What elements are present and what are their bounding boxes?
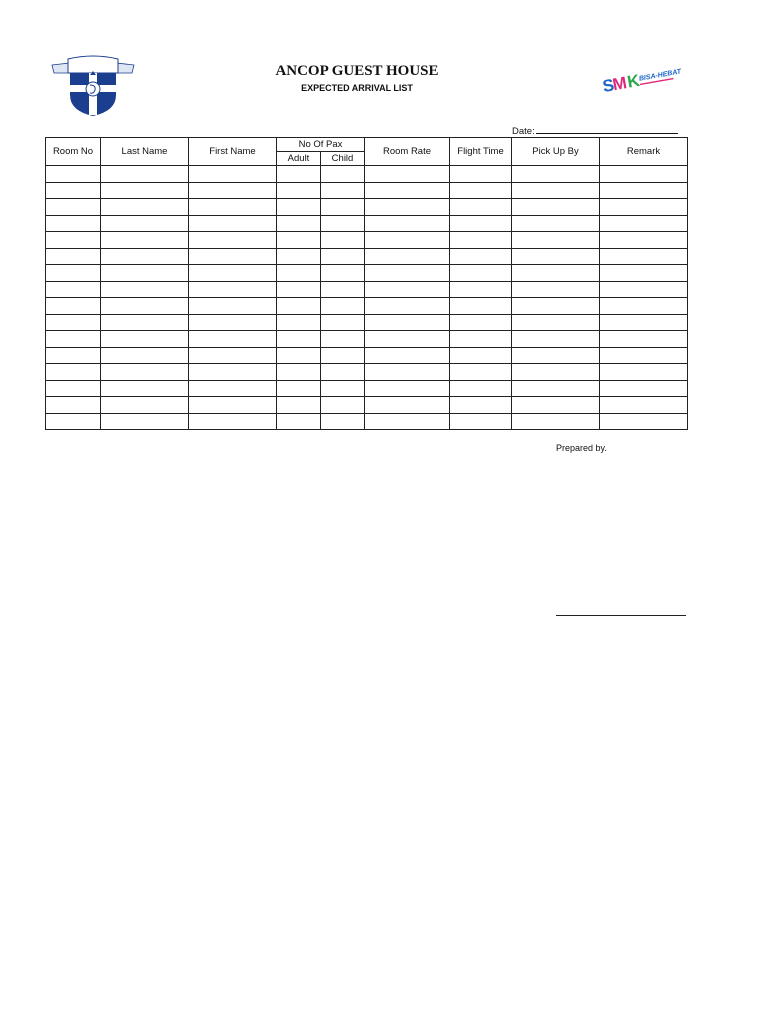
- cell-room-rate[interactable]: [365, 314, 450, 331]
- cell-room-no[interactable]: [46, 314, 101, 331]
- cell-adult[interactable]: [277, 413, 321, 430]
- cell-remark[interactable]: [600, 331, 688, 348]
- cell-child[interactable]: [321, 182, 365, 199]
- cell-adult[interactable]: [277, 331, 321, 348]
- cell-first-name[interactable]: [189, 265, 277, 282]
- cell-adult[interactable]: [277, 314, 321, 331]
- cell-adult[interactable]: [277, 380, 321, 397]
- cell-pick-up-by[interactable]: [512, 364, 600, 381]
- cell-room-rate[interactable]: [365, 232, 450, 249]
- date-label: Date:: [512, 126, 535, 137]
- cell-first-name[interactable]: [189, 281, 277, 298]
- cell-pick-up-by[interactable]: [512, 314, 600, 331]
- cell-room-no[interactable]: [46, 397, 101, 414]
- cell-child[interactable]: [321, 232, 365, 249]
- cell-remark[interactable]: [600, 380, 688, 397]
- cell-first-name[interactable]: [189, 199, 277, 216]
- cell-room-rate[interactable]: [365, 347, 450, 364]
- cell-remark[interactable]: [600, 397, 688, 414]
- cell-remark[interactable]: [600, 265, 688, 282]
- table-row: [46, 215, 688, 232]
- header-adult: Adult: [277, 152, 321, 166]
- document-subtitle: EXPECTED ARRIVAL LIST: [301, 83, 413, 93]
- cell-flight-time[interactable]: [450, 199, 512, 216]
- date-field: [512, 124, 678, 137]
- cell-remark[interactable]: [600, 347, 688, 364]
- cell-room-rate[interactable]: [365, 248, 450, 265]
- cell-room-no[interactable]: [46, 265, 101, 282]
- cell-remark[interactable]: [600, 248, 688, 265]
- cell-flight-time[interactable]: [450, 347, 512, 364]
- cell-first-name[interactable]: [189, 380, 277, 397]
- table-row: [46, 347, 688, 364]
- cell-first-name[interactable]: [189, 298, 277, 315]
- cell-adult[interactable]: [277, 397, 321, 414]
- cell-last-name[interactable]: [101, 298, 189, 315]
- cell-adult[interactable]: [277, 347, 321, 364]
- cell-adult[interactable]: [277, 166, 321, 183]
- cell-child[interactable]: [321, 364, 365, 381]
- header-flight-time: Flight Time: [450, 138, 512, 166]
- cell-first-name[interactable]: [189, 232, 277, 249]
- cell-last-name[interactable]: [101, 248, 189, 265]
- cell-last-name[interactable]: [101, 364, 189, 381]
- svg-text:S: S: [601, 75, 616, 97]
- cell-flight-time[interactable]: [450, 215, 512, 232]
- cell-pick-up-by[interactable]: [512, 347, 600, 364]
- cell-first-name[interactable]: [189, 331, 277, 348]
- cell-room-rate[interactable]: [365, 199, 450, 216]
- cell-flight-time[interactable]: [450, 413, 512, 430]
- cell-room-rate[interactable]: [365, 364, 450, 381]
- cell-flight-time[interactable]: [450, 232, 512, 249]
- prepared-by-label: Prepared by.: [556, 443, 607, 453]
- cell-room-no[interactable]: [46, 166, 101, 183]
- cell-remark[interactable]: [600, 199, 688, 216]
- cell-remark[interactable]: [600, 281, 688, 298]
- cell-child[interactable]: [321, 281, 365, 298]
- cell-adult[interactable]: [277, 199, 321, 216]
- cell-child[interactable]: [321, 331, 365, 348]
- cell-last-name[interactable]: [101, 380, 189, 397]
- cell-pick-up-by[interactable]: [512, 298, 600, 315]
- cell-pick-up-by[interactable]: [512, 380, 600, 397]
- cell-remark[interactable]: [600, 298, 688, 315]
- cell-adult[interactable]: [277, 182, 321, 199]
- table-row: [46, 166, 688, 183]
- table-row: [46, 314, 688, 331]
- cell-first-name[interactable]: [189, 314, 277, 331]
- header-last-name: Last Name: [101, 138, 189, 166]
- cell-pick-up-by[interactable]: [512, 331, 600, 348]
- cell-adult[interactable]: [277, 232, 321, 249]
- cell-flight-time[interactable]: [450, 314, 512, 331]
- cell-room-rate[interactable]: [365, 331, 450, 348]
- cell-flight-time[interactable]: [450, 397, 512, 414]
- cell-child[interactable]: [321, 314, 365, 331]
- header-first-name: First Name: [189, 138, 277, 166]
- table-row: [46, 265, 688, 282]
- date-blank-line[interactable]: [536, 124, 678, 134]
- cell-last-name[interactable]: [101, 314, 189, 331]
- cell-room-no[interactable]: [46, 182, 101, 199]
- header-pick-up-by: Pick Up By: [512, 138, 600, 166]
- cell-last-name[interactable]: [101, 232, 189, 249]
- cell-last-name[interactable]: [101, 397, 189, 414]
- cell-room-rate[interactable]: [365, 298, 450, 315]
- cell-pick-up-by[interactable]: [512, 215, 600, 232]
- cell-first-name[interactable]: [189, 215, 277, 232]
- svg-text:BISA-HEBAT: BISA-HEBAT: [638, 68, 682, 83]
- cell-room-no[interactable]: [46, 281, 101, 298]
- cell-child[interactable]: [321, 397, 365, 414]
- cell-room-rate[interactable]: [365, 413, 450, 430]
- cell-last-name[interactable]: [101, 265, 189, 282]
- cell-first-name[interactable]: [189, 347, 277, 364]
- table-row: [46, 364, 688, 381]
- cell-room-no[interactable]: [46, 298, 101, 315]
- signature-line[interactable]: [556, 615, 686, 616]
- cell-child[interactable]: [321, 215, 365, 232]
- cell-first-name[interactable]: [189, 166, 277, 183]
- cell-room-no[interactable]: [46, 347, 101, 364]
- arrival-table: [45, 137, 688, 430]
- cell-remark[interactable]: [600, 314, 688, 331]
- cell-remark[interactable]: [600, 166, 688, 183]
- cell-room-rate[interactable]: [365, 166, 450, 183]
- cell-last-name[interactable]: [101, 215, 189, 232]
- table-row: [46, 331, 688, 348]
- cell-flight-time[interactable]: [450, 166, 512, 183]
- cell-first-name[interactable]: [189, 413, 277, 430]
- cell-first-name[interactable]: [189, 182, 277, 199]
- cell-adult[interactable]: [277, 265, 321, 282]
- cell-adult[interactable]: [277, 281, 321, 298]
- svg-text:K: K: [625, 70, 642, 92]
- cell-room-no[interactable]: [46, 380, 101, 397]
- cell-pick-up-by[interactable]: [512, 232, 600, 249]
- cell-flight-time[interactable]: [450, 380, 512, 397]
- cell-first-name[interactable]: [189, 397, 277, 414]
- cell-remark[interactable]: [600, 364, 688, 381]
- svg-text:M: M: [611, 73, 629, 95]
- cell-pick-up-by[interactable]: [512, 199, 600, 216]
- cell-adult[interactable]: [277, 215, 321, 232]
- table-row: [46, 281, 688, 298]
- cell-pick-up-by[interactable]: [512, 248, 600, 265]
- cell-child[interactable]: [321, 265, 365, 282]
- cell-last-name[interactable]: [101, 331, 189, 348]
- cell-child[interactable]: [321, 166, 365, 183]
- table-row: [46, 232, 688, 249]
- header-child: Child: [321, 152, 365, 166]
- cell-room-no[interactable]: [46, 215, 101, 232]
- table-row: [46, 298, 688, 315]
- cell-room-no[interactable]: [46, 413, 101, 430]
- cell-flight-time[interactable]: [450, 182, 512, 199]
- document-title: ANCOP GUEST HOUSE: [275, 63, 439, 79]
- cell-pick-up-by[interactable]: [512, 413, 600, 430]
- cell-pick-up-by[interactable]: [512, 166, 600, 183]
- cell-last-name[interactable]: [101, 199, 189, 216]
- header-room-no: Room No: [46, 138, 101, 166]
- cell-pick-up-by[interactable]: [512, 397, 600, 414]
- cell-adult[interactable]: [277, 298, 321, 315]
- cell-child[interactable]: [321, 199, 365, 216]
- cell-adult[interactable]: [277, 248, 321, 265]
- cell-room-rate[interactable]: [365, 397, 450, 414]
- cell-pick-up-by[interactable]: [512, 281, 600, 298]
- cell-room-rate[interactable]: [365, 182, 450, 199]
- cell-pick-up-by[interactable]: [512, 265, 600, 282]
- cell-room-no[interactable]: [46, 199, 101, 216]
- table-row: [46, 397, 688, 414]
- cell-room-rate[interactable]: [365, 265, 450, 282]
- cell-last-name[interactable]: [101, 413, 189, 430]
- cell-flight-time[interactable]: [450, 248, 512, 265]
- cell-room-no[interactable]: [46, 232, 101, 249]
- table-row: [46, 380, 688, 397]
- cell-last-name[interactable]: [101, 182, 189, 199]
- cell-room-rate[interactable]: [365, 215, 450, 232]
- cell-first-name[interactable]: [189, 364, 277, 381]
- cell-flight-time[interactable]: [450, 298, 512, 315]
- cell-remark[interactable]: [600, 413, 688, 430]
- cell-child[interactable]: [321, 380, 365, 397]
- cell-flight-time[interactable]: [450, 265, 512, 282]
- cell-flight-time[interactable]: [450, 331, 512, 348]
- cell-last-name[interactable]: [101, 347, 189, 364]
- cell-pick-up-by[interactable]: [512, 182, 600, 199]
- cell-child[interactable]: [321, 347, 365, 364]
- cell-room-no[interactable]: [46, 364, 101, 381]
- smk-bisa-hebat-logo: [600, 64, 682, 97]
- cell-remark[interactable]: [600, 182, 688, 199]
- table-row: [46, 182, 688, 199]
- cell-child[interactable]: [321, 413, 365, 430]
- cell-adult[interactable]: [277, 364, 321, 381]
- cell-room-no[interactable]: [46, 331, 101, 348]
- cell-remark[interactable]: [600, 215, 688, 232]
- arrival-table-body: [46, 166, 688, 430]
- cell-flight-time[interactable]: [450, 281, 512, 298]
- cell-last-name[interactable]: [101, 281, 189, 298]
- cell-last-name[interactable]: [101, 166, 189, 183]
- cell-room-rate[interactable]: [365, 281, 450, 298]
- table-row: [46, 413, 688, 430]
- table-row: [46, 248, 688, 265]
- cell-room-rate[interactable]: [365, 380, 450, 397]
- header-no-of-pax: No Of Pax: [277, 138, 365, 152]
- cell-remark[interactable]: [600, 232, 688, 249]
- header-room-rate: Room Rate: [365, 138, 450, 166]
- table-row: [46, 199, 688, 216]
- cell-room-no[interactable]: [46, 248, 101, 265]
- cell-first-name[interactable]: [189, 248, 277, 265]
- cell-child[interactable]: [321, 248, 365, 265]
- cell-child[interactable]: [321, 298, 365, 315]
- header-remark: Remark: [600, 138, 688, 166]
- cell-flight-time[interactable]: [450, 364, 512, 381]
